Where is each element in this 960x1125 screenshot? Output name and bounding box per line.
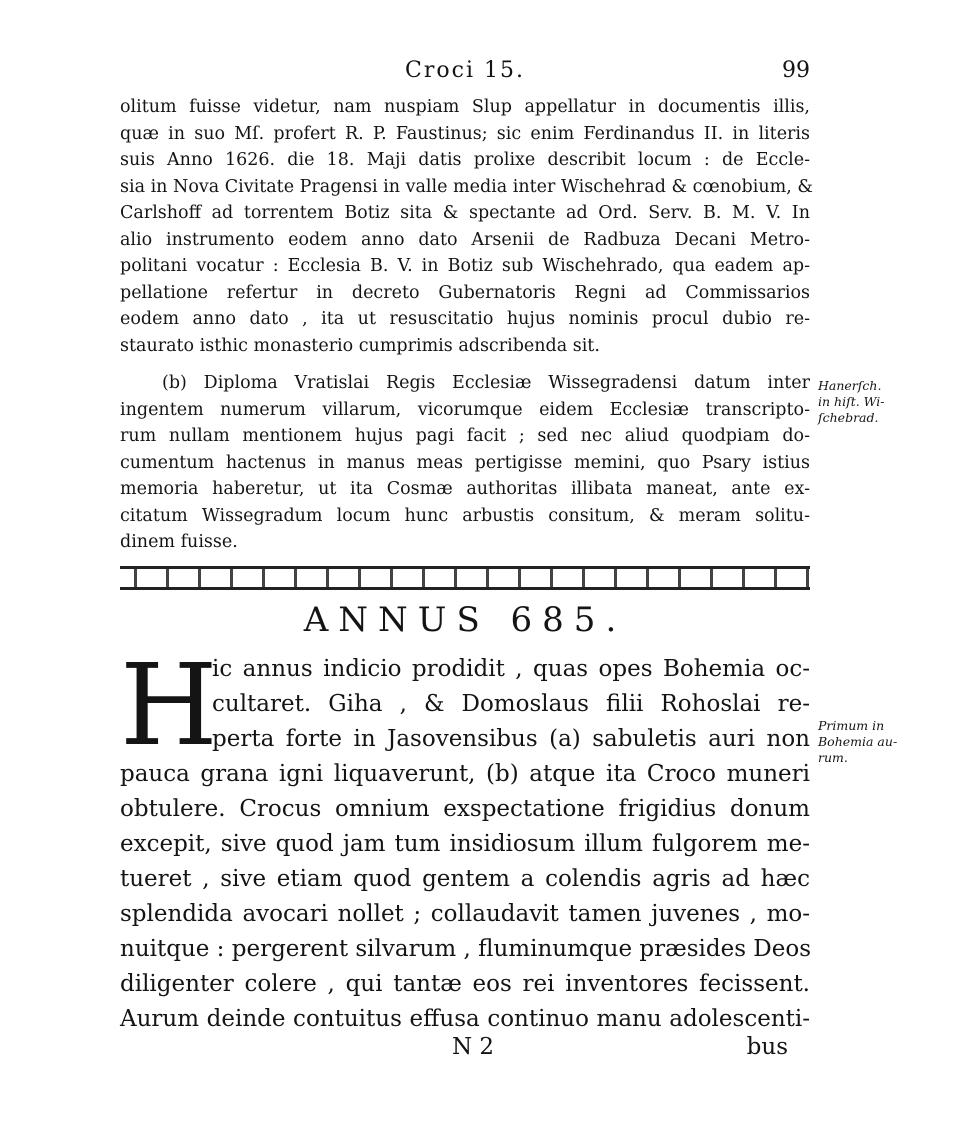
footnote-b xyxy=(120,370,810,556)
margin-note-citation xyxy=(818,378,885,426)
footnote-line: rum nullam mentionem hujus pagi facit ; sed nec aliud quodpiam do- xyxy=(120,426,810,446)
footnote-line: quæ in suo Mſ. profert R. P. Faustinus; sic enim Ferdinandus II. in literis xyxy=(120,123,810,144)
footnote-line: sia in Nova Civitate Pragensi in valle media inter Wischehrad & cœnobium, & xyxy=(120,176,813,197)
body-line: Aurum deinde contuitus effusa continuo manu adolescenti- xyxy=(120,1006,810,1032)
body-line: perta forte in Jasovensibus (a) sabuletis auri non xyxy=(212,726,810,752)
footnote-line: eodem anno dato , ita ut resuscitatio hujus nominis procul dubio re- xyxy=(120,309,810,329)
body-line: tueret , sive etiam quod gentem a colendis agris ad hæc xyxy=(120,866,810,892)
margin-note-line: Bohemia au- xyxy=(818,734,898,749)
margin-note-line: ſchebrad. xyxy=(818,410,879,425)
margin-note-line: rum. xyxy=(818,750,848,765)
running-head-title: Croci 15. xyxy=(405,58,525,83)
section-heading: ANNUS 685. xyxy=(303,600,627,640)
body-line: ic annus indicio prodidit , quas opes Bohemia oc- xyxy=(212,656,810,682)
footnote-line: cumentum hactenus in manus meas pertigisse memini, quo Psary istius xyxy=(120,452,810,473)
footnote-line: suis Anno 1626. die 18. Maji datis prolixe describit locum : de Eccle- xyxy=(120,150,810,170)
footnote-a-continuation xyxy=(120,94,813,359)
footnote-line: politani vocatur : Ecclesia B. V. in Botiz sub Wischehrado, qua eadem ap- xyxy=(120,256,810,276)
margin-note-line: in hiſt. Wi- xyxy=(818,394,885,409)
margin-note-line: Hanerſch. xyxy=(818,378,882,393)
running-head xyxy=(120,58,810,90)
footnote-line: alio instrumento eodem anno dato Arsenii de Radbuza Decani Metro- xyxy=(120,229,810,250)
footnote-line: citatum Wissegradum locum hunc arbustis consitum, & meram solitu- xyxy=(120,505,810,526)
footnote-line: Carlshoff ad torrentem Botiz sita & spectante ad Ord. Serv. B. M. V. In xyxy=(120,203,810,223)
body-line: splendida avocari nollet ; collaudavit tamen juvenes , mo- xyxy=(120,901,810,927)
margin-note-line: Primum in xyxy=(818,718,885,733)
signature-mark: N 2 xyxy=(452,1034,495,1060)
footnote-line: dinem fuisse. xyxy=(120,532,238,552)
drop-cap: H xyxy=(120,641,218,771)
page-footer xyxy=(120,1034,810,1064)
footnote-line: staurato isthic monasterio cumprimis adscribenda sit. xyxy=(120,335,600,356)
main-text xyxy=(120,641,812,1037)
body-line: obtulere. Crocus omnium exspectatione frigidius donum xyxy=(120,796,810,822)
page-number: 99 xyxy=(782,58,810,83)
footnote-line: ingentem numerum villarum, vicorumque eidem Ecclesiæ transcripto- xyxy=(120,399,810,420)
body-line: excepit, sive quod jam tum insidiosum illum fulgorem me- xyxy=(120,831,810,857)
footnote-line: olitum fuisse videtur, nam nuspiam Slup appellatur in documentis illis, xyxy=(120,97,810,117)
ornamental-divider xyxy=(120,566,810,590)
body-line: pauca grana igni liquaverunt, (b) atque ita Croco muneri xyxy=(120,761,810,787)
body-line: nuitque : pergerent silvarum , fluminumque præsides Deos xyxy=(120,936,812,962)
footnote-line: (b) Diploma Vratislai Regis Ecclesiæ Wissegradensi datum inter xyxy=(162,373,810,393)
footnote-line: pellatione refertur in decreto Gubernatoris Regni ad Commissarios xyxy=(120,282,810,303)
body-line: cultaret. Giha , & Domoslaus filii Rohoslai re- xyxy=(212,691,810,717)
catchword: bus xyxy=(746,1034,788,1060)
footnote-line: memoria haberetur, ut ita Cosmæ authoritas illibata maneat, ante ex- xyxy=(120,479,810,499)
body-line: diligenter colere , qui tantæ eos rei inventores fecissent. xyxy=(120,971,810,997)
margin-note-topic xyxy=(818,718,897,766)
